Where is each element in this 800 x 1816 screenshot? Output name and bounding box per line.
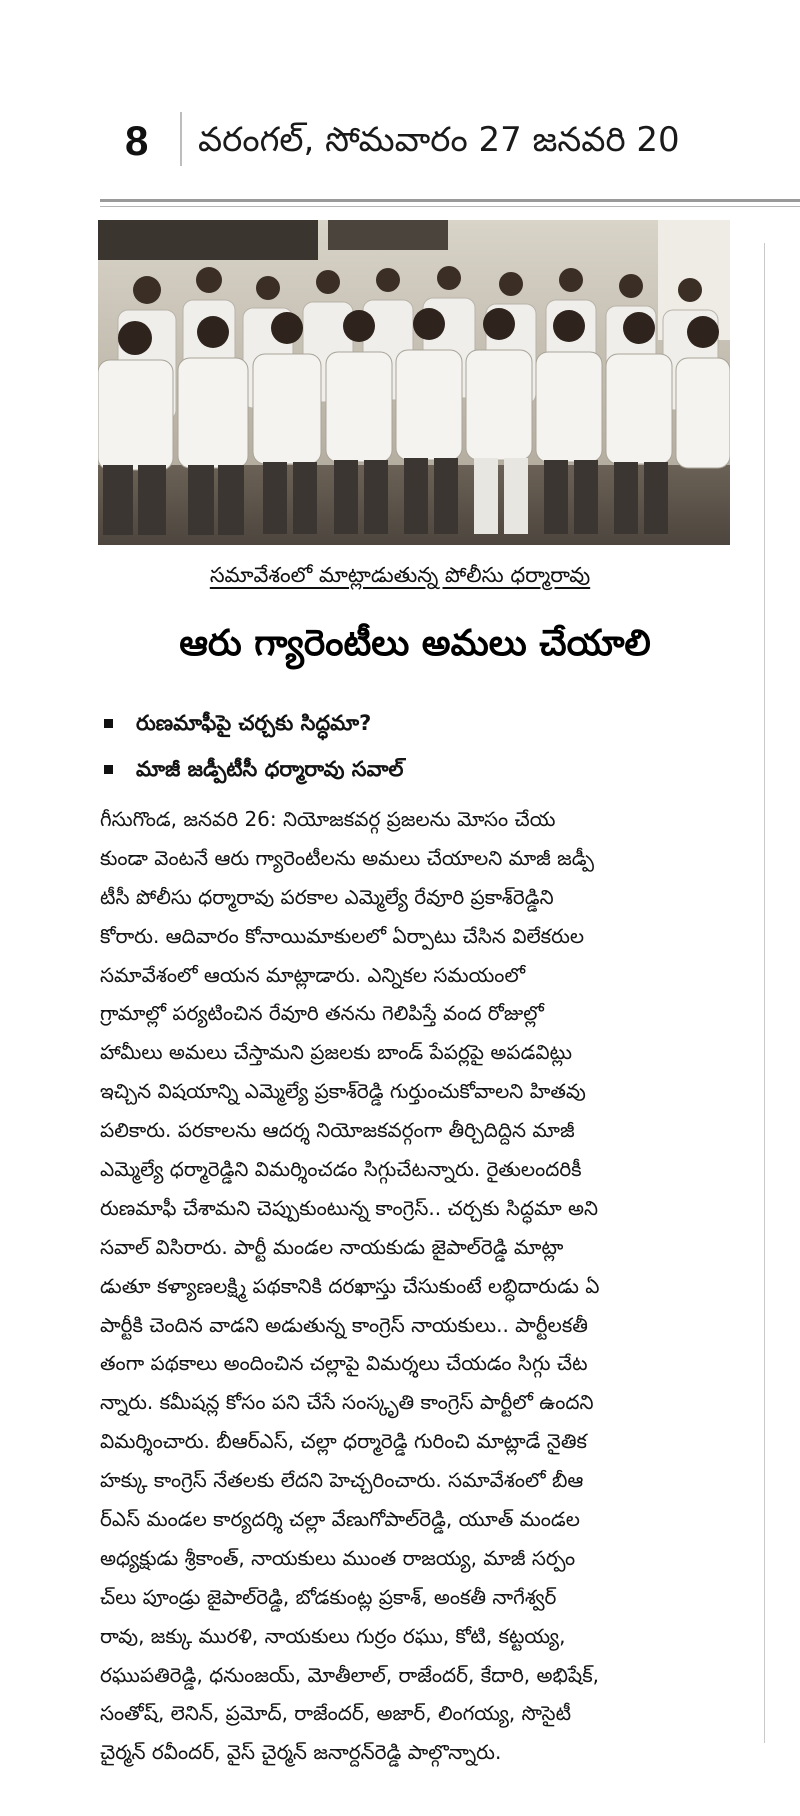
- body-line: రఘుపతిరెడ్డి, ధనుంజయ్, మోతీలాల్, రాజేందర్, కేదారి, అభిషేక్,: [100, 1662, 599, 1687]
- body-line: కుండా వెంటనే ఆరు గ్యారెంటీలను అమలు చేయాలని మాజీ జడ్పీ: [100, 845, 595, 870]
- body-line: చ్‌లు పూండ్రు జైపాల్‌రెడ్డి, బోడకుంట్ల ప్రకాశ్, అంకతీ నాగేశ్వర్: [100, 1584, 557, 1609]
- body-line: ర్ఎస్ మండల కార్యదర్శి చల్లా వేణుగోపాల్‌రెడ్డి, యూత్ మండల: [100, 1507, 580, 1532]
- body-line: పలికారు. పరకాలను ఆదర్శ నియోజకవర్గంగా తీర్చిదిద్దిన మాజీ: [100, 1118, 575, 1143]
- subhead-text: మాజీ జడ్పీటీసీ ధర్మారావు సవాల్: [136, 757, 404, 781]
- body-line: టీసీ పోలీసు ధర్మారావు పరకాల ఎమ్మెల్యే రేవూరి ప్రకాశ్‌రెడ్డిని: [100, 884, 554, 909]
- body-line: ఎమ్మెల్యే ధర్మారెడ్డిని విమర్శించడం సిగ్గుచేటన్నారు. రైతులందరికీ: [100, 1157, 582, 1182]
- subheads: [100, 705, 740, 797]
- header-divider: [180, 112, 182, 166]
- column-divider: [764, 243, 765, 1743]
- body-line: డుతూ కళ్యాణలక్ష్మి పథకానికి దరఖాస్తు చేసుకుంటే లబ్ధిదారుడు ఏ: [100, 1273, 600, 1298]
- subhead-item: [100, 705, 740, 751]
- body-line: సంతోష్, లెనిన్, ప్రమోద్, రాజేందర్, అజార్, లింగయ్య, సొసైటీ: [100, 1701, 572, 1726]
- body-line: అధ్యక్షుడు శ్రీకాంత్, నాయకులు ముంత రాజయ్య, మాజీ సర్పం: [100, 1545, 576, 1570]
- bullet-square-icon: [104, 765, 113, 774]
- body-line: విమర్శించారు. బీఆర్ఎస్, చల్లా ధర్మారెడ్డి గురించి మాట్లాడే నైతిక: [100, 1429, 587, 1454]
- header-rule-thin: [100, 206, 800, 207]
- body-line: చైర్మన్ రవీందర్, వైస్ చైర్మన్ జనార్దన్‌రెడ్డి పాల్గొన్నారు.: [100, 1740, 502, 1765]
- body-line: పార్టీకి చెందిన వాడని అడుతున్న కాంగ్రెస్ నాయకులు.. పార్టీలకతీ: [100, 1312, 588, 1337]
- body-line: రావు, జక్కు మురళి, నాయకులు గుర్రం రఘు, కోటి, కట్టయ్య,: [100, 1623, 566, 1648]
- bullet-square-icon: [104, 719, 113, 728]
- body-line: గ్రామాల్లో పర్యటించిన రేవూరి తనను గెలిపిస్తే వంద రోజుల్లో: [100, 1001, 544, 1026]
- body-line: సవాల్ విసిరారు. పార్టీ మండల నాయకుడు జైపాల్‌రెడ్డి మాట్లా: [100, 1234, 564, 1259]
- body-line: రుణమాఫీ చేశామని చెప్పుకుంటున్న కాంగ్రెస్.. చర్చకు సిద్ధమా అని: [100, 1195, 599, 1220]
- body-line: న్నారు. కమీషన్ల కోసం పని చేసే సంస్కృతి కాంగ్రెస్ పార్టీలో ఉందని: [100, 1390, 594, 1415]
- header-rule-thick: [100, 199, 800, 202]
- article-headline: ఆరు గ్యారెంటీలు అమలు చేయాలి: [179, 623, 651, 664]
- body-line: తంగా పథకాలు అందించిన చల్లాపై విమర్శలు చేయడం సిగ్గు చేట: [100, 1351, 588, 1376]
- body-line: కోరారు. ఆదివారం కోనాయిమాకులలో ఏర్పాటు చేసిన విలేకరుల: [100, 923, 585, 948]
- body-line: సమావేశంలో ఆయన మాట్లాడారు. ఎన్నికల సమయంలో: [100, 962, 526, 987]
- page-header: [0, 90, 800, 170]
- page-number: 8: [125, 117, 149, 164]
- photo-caption: [0, 562, 800, 588]
- subhead-text: రుణమాఫీపై చర్చకు సిద్ధమా?: [136, 711, 372, 735]
- body-line: ఇచ్చిన విషయాన్ని ఎమ్మెల్యే ప్రకాశ్‌రెడ్డి గుర్తుంచుకోవాలని హితవు: [100, 1079, 586, 1104]
- article-body: [100, 800, 730, 1772]
- news-photo: [98, 220, 730, 545]
- body-line: హక్కు కాంగ్రెస్ నేతలకు లేదని హెచ్చరించారు. సమావేశంలో బీఆ: [100, 1468, 584, 1493]
- photo-caption-text: సమావేశంలో మాట్లాడుతున్న పోలీసు ధర్మారావు: [209, 563, 591, 587]
- body-line: గీసుగొండ, జనవరి 26: నియోజకవర్గ ప్రజలను మోసం చేయ: [100, 807, 556, 831]
- body-line: హామీలు అమలు చేస్తామని ప్రజలకు బాండ్ పేపర్లపై అపడవిట్లు: [100, 1040, 572, 1065]
- subhead-item: [100, 751, 740, 797]
- dateline: వరంగల్, సోమవారం 27 జనవరి 20: [198, 120, 680, 160]
- meeting-photo-illustration: [98, 220, 730, 545]
